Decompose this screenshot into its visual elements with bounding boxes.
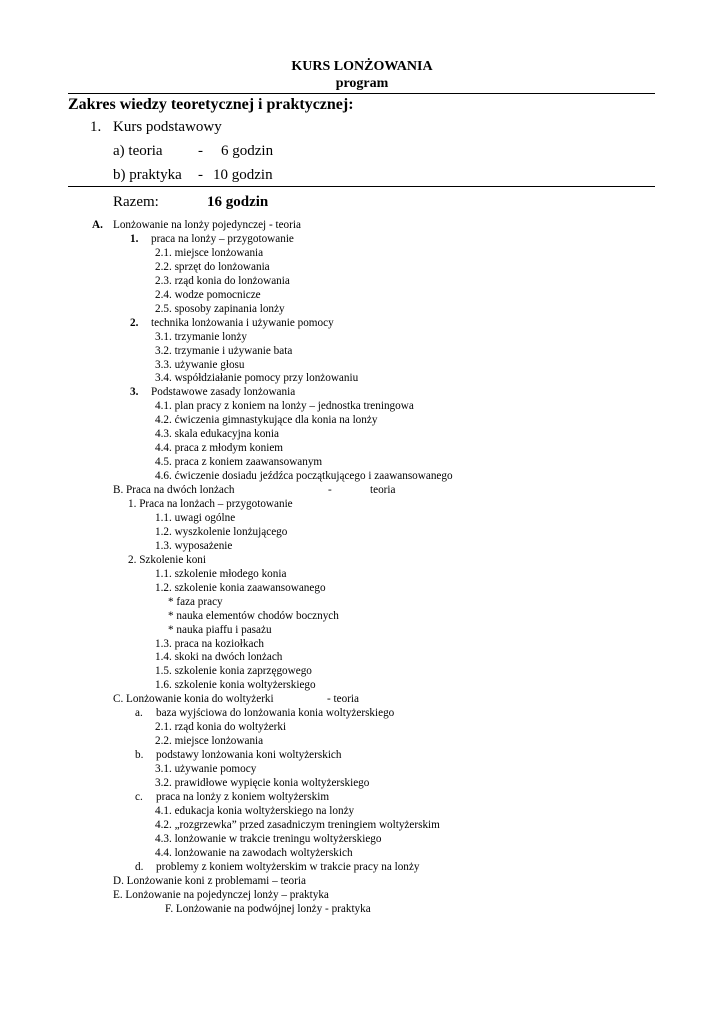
outline-item: 1.6. szkolenie konia woltyżerskiego [155, 679, 316, 692]
document-title: KURS LONŻOWANIA [291, 59, 433, 74]
outline-item: 1. Praca na lonżach – przygotowanie [128, 498, 293, 510]
document-subtitle: program [335, 76, 389, 91]
outline-item: 3.3. używanie głosu [155, 358, 245, 371]
outline-marker: 3. [130, 386, 139, 399]
outline-item: 1.2. szkolenie konia zaawansowanego [155, 581, 326, 594]
outline-item: 2. Szkolenie koni [128, 553, 206, 566]
outline-item: 4.4. praca z młodym koniem [155, 442, 284, 455]
outline-item: D. Lonżowanie koni z problemami – teoria [113, 874, 306, 887]
theory-label: a) teoria [113, 143, 163, 159]
outline-item: 3.4. współdziałanie pomocy przy lonżowaniu [155, 372, 359, 385]
outline-item: * nauka piaffu i pasażu [168, 623, 272, 636]
outline-item-suffix: - [328, 484, 332, 497]
practice-label: b) praktyka [113, 167, 182, 183]
course-name: Kurs podstawowy [113, 119, 222, 135]
practice-dash: - [198, 167, 203, 183]
outline-item: E. Lonżowanie na pojedynczej lonży – praktyka [113, 888, 329, 901]
outline-item: 1.5. szkolenie konia zaprzęgowego [155, 665, 312, 678]
total-label: Razem: [113, 194, 159, 210]
outline-item: 3.2. trzymanie i używanie bata [155, 344, 293, 357]
outline-marker: 1. [130, 232, 139, 245]
outline-marker: 2. [130, 316, 139, 329]
outline-item: 4.3. skala edukacyjna konia [155, 428, 279, 441]
outline-item: C. Lonżowanie konia do woltyżerki [113, 693, 274, 706]
outline-item: 4.3. lonżowanie w trakcie treningu woltyżerskiego [155, 832, 382, 845]
outline-item: B. Praca na dwóch lonżach [113, 484, 235, 497]
outline-item: 3.1. używanie pomocy [155, 763, 257, 776]
outline-marker: d. [135, 860, 144, 873]
outline-item: 2.2. miejsce lonżowania [155, 735, 264, 748]
outline-item: 1.3. wyposażenie [155, 539, 233, 552]
outline-item: * faza pracy [168, 595, 223, 608]
outline-item: 2.4. wodze pomocnicze [155, 288, 261, 301]
practice-hours: 10 godzin [213, 167, 273, 183]
outline-item: 1.1. uwagi ogólne [155, 511, 236, 524]
outline-marker: b. [135, 749, 144, 762]
outline-item: 4.2. ćwiczenia gimnastykujące dla konia na lonży [155, 414, 378, 427]
outline-item: 4.1. edukacja konia woltyżerskiego na lonży [155, 804, 355, 817]
section-title: Zakres wiedzy teoretycznej i praktycznej: [68, 96, 354, 113]
top-rule [68, 93, 655, 94]
outline-item: * nauka elementów chodów bocznych [168, 609, 339, 622]
outline-item-suffix: - teoria [327, 693, 359, 706]
outline-item: 3.1. trzymanie lonży [155, 330, 247, 343]
outline-item: 2.3. rząd konia do lonżowania [155, 274, 290, 287]
outline-item: podstawy lonżowania koni woltyżerskich [156, 749, 342, 762]
outline-item: technika lonżowania i używanie pomocy [151, 316, 334, 329]
course-rule [68, 186, 655, 187]
outline-item: praca na lonży – przygotowanie [151, 232, 294, 245]
outline-item: 3.2. prawidłowe wypięcie konia woltyżerskiego [155, 777, 370, 789]
outline-item: 2.1. miejsce lonżowania [155, 246, 264, 259]
outline-item: Podstawowe zasady lonżowania [151, 386, 296, 399]
outline-item: 4.1. plan pracy z koniem na lonży – jednostka treningowa [155, 400, 414, 413]
outline-item: 1.2. wyszkolenie lonżującego [155, 525, 288, 538]
outline-item: 2.5. sposoby zapinania lonży [155, 302, 285, 315]
outline-item: 1.1. szkolenie młodego konia [155, 567, 287, 580]
total-value: 16 godzin [207, 194, 269, 210]
outline-item: 2.1. rząd konia do woltyżerki [155, 721, 287, 734]
outline-item: baza wyjściowa do lonżowania konia woltyżerskiego [156, 707, 395, 720]
outline-item-suffix: teoria [370, 484, 396, 497]
course-number: 1. [90, 119, 102, 135]
outline-item: problemy z koniem woltyżerskim w trakcie pracy na lonży [156, 860, 420, 873]
outline-marker: c. [135, 790, 143, 803]
outline-item: 4.2. „rozgrzewka” przed zasadniczym treningiem woltyżerskim [155, 818, 440, 831]
outline-item: praca na lonży z koniem woltyżerskim [156, 790, 330, 803]
outline-marker: A. [92, 219, 103, 231]
outline-marker: a. [135, 707, 143, 720]
outline-item: 4.5. praca z koniem zaawansowanym [155, 456, 323, 469]
outline-item: F. Lonżowanie na podwójnej lonży - praktyka [165, 902, 371, 915]
outline-item: 2.2. sprzęt do lonżowania [155, 260, 270, 273]
outline-item: 4.4. lonżowanie na zawodach woltyżerskich [155, 846, 353, 859]
outline-item: 1.4. skoki na dwóch lonżach [155, 651, 283, 664]
theory-hours: 6 godzin [221, 143, 274, 159]
outline-item: 4.6. ćwiczenie dosiadu jeźdźca początkującego i zaawansowanego [155, 470, 453, 483]
outline-item: Lonżowanie na lonży pojedynczej - teoria [113, 219, 301, 231]
theory-dash: - [198, 143, 203, 159]
outline-item: 1.3. praca na koziołkach [155, 637, 265, 650]
